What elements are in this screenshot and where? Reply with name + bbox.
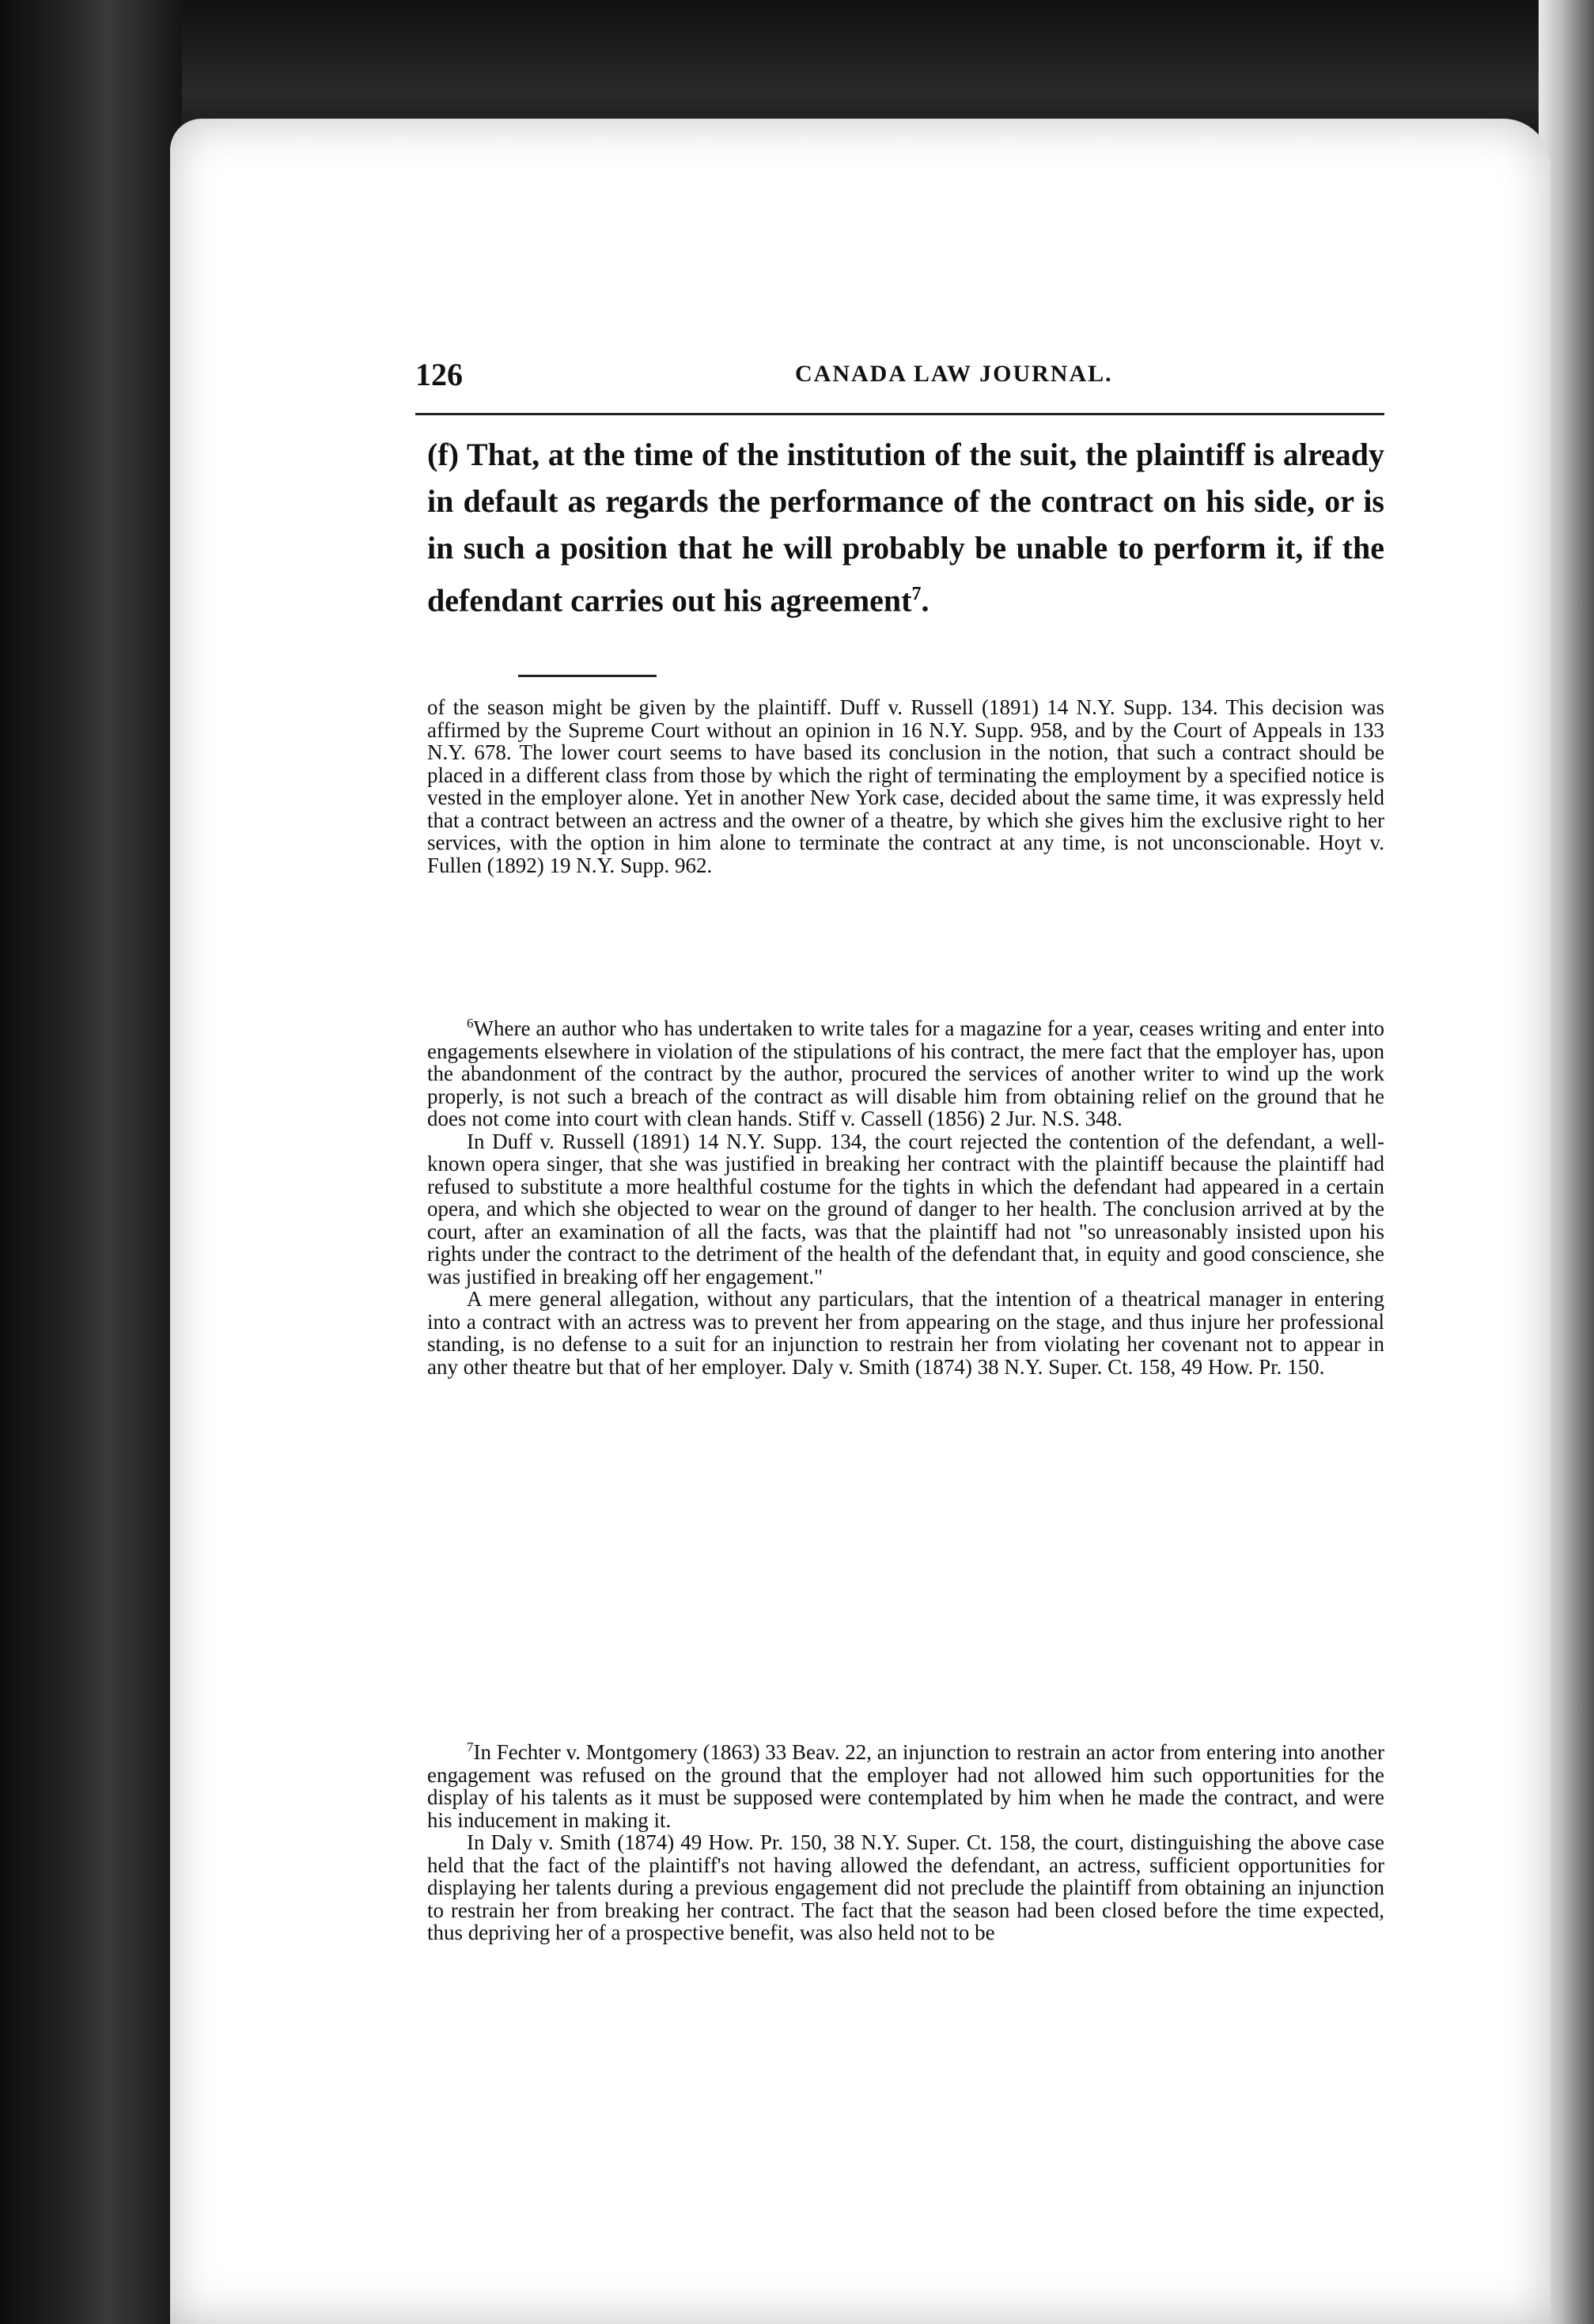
header-rule [415, 413, 1384, 415]
main-paragraph-end: . [921, 582, 930, 619]
footnote-6-marker: 6 [467, 1016, 474, 1031]
footnote-6-para-2: In Duff v. Russell (1891) 14 N.Y. Supp. 134, the court rejected the contention of the defendant, a well-known opera singer, that she was justified in breaking her contract with the plaintiff because the plaintiff had refused to substitute a more healthful costume for the tights in which the defendant had appeared in a certain opera, and which she objected to wear on the ground of danger to her health. The conclusion arrived at by the court, after an examination of all the facts, was that the plaintiff had not "so unreasonably insisted upon his rights under the contract to the detriment of the health of the defendant that, in equity and good conscience, she was justified in breaking off her engagement." [427, 1129, 1384, 1289]
page-number: 126 [415, 357, 463, 392]
footnote-7-para-1-text: In Fechter v. Montgomery (1863) 33 Beav. 22, an injunction to restrain an actor from entering into another engagement was refused on the ground that the employer had not allowed him such opportunities for the display of his talents as it must be supposed were contemplated by him when he made the contract, and were his inducement in making it. [427, 1740, 1384, 1832]
main-paragraph-text: (f) That, at the time of the institution of the suit, the plaintiff is already in default as regards the performance of the contract on his side, or is in such a position that he will probably be unable to perform it, if the defendant carries out his agreement [427, 437, 1384, 619]
footnote-separator [518, 675, 657, 677]
footnote-6-para-3: A mere general allegation, without any particulars, that the intention of a theatrical manager in entering into a contract with an actress was to prevent her from appearing on the stage, and thus injure her professional standing, is no defense to a suit for an injunction to restrain her from violating her covenant not to appear in any other theatre but that of her employer. Daly v. Smith (1874) 38 N.Y. Super. Ct. 158, 49 How. Pr. 150. [427, 1287, 1384, 1379]
main-paragraph [427, 431, 1384, 623]
footnote-continuation-text: of the season might be given by the plaintiff. Duff v. Russell (1891) 14 N.Y. Supp. 134. This decision was affirmed by the Supreme Court without an opinion in 16 N.Y. Supp. 958, and by the Court of Appeals in 133 N.Y. 678. The lower court seems to have based its conclusion in the notion, that such a contract should be placed in a different class from those by which the right of terminating the employment by a specified notice is vested in the employer alone. Yet in another New York case, decided about the same time, it was expressly held that a contract between an actress and the owner of a theatre, by which she gives him the exclusive right to her services, with the option in him alone to terminate the contract at any time, is not unconscionable. Hoyt v. Fullen (1892) 19 N.Y. Supp. 962. [427, 695, 1384, 877]
footnote-7 [427, 1736, 1384, 1944]
scan-binding-edge [0, 0, 182, 2324]
footnote-7-para-1 [427, 1736, 1384, 1831]
footnote-6 [427, 1012, 1384, 1378]
scan-top-edge [0, 0, 1594, 134]
page-header [245, 356, 1369, 403]
footnote-marker: 7 [911, 584, 922, 604]
footnote-7-marker: 7 [467, 1739, 474, 1754]
footnote-continuation [427, 696, 1384, 876]
footnote-7-para-2: In Daly v. Smith (1874) 49 How. Pr. 150, 38 N.Y. Super. Ct. 158, the court, distinguishing the above case held that the fact of the plaintiff's not having allowed the defendant, an actress, sufficient opportunities for displaying her talents during a previous engagement did not preclude the plaintiff from obtaining an injunction to restrain her from breaking her contract. The fact that the season had been closed before the time expected, thus depriving her of a prospective benefit, was also held not to be [427, 1830, 1384, 1944]
running-title: CANADA LAW JOURNAL. [795, 361, 1113, 387]
footnote-6-para-1 [427, 1012, 1384, 1130]
footnote-6-para-1-text: Where an author who has undertaken to write tales for a magazine for a year, ceases writing and enter into engagements elsewhere in violation of the stipulations of his contract, the mere fact that the employer has, upon the abandonment of the contract by the author, procured the services of another writer to wind up the work properly, is not such a breach of the contract as will disable him from obtaining relief on the ground that he does not come into court with clean hands. Stiff v. Cassell (1856) 2 Jur. N.S. 348. [427, 1016, 1384, 1130]
